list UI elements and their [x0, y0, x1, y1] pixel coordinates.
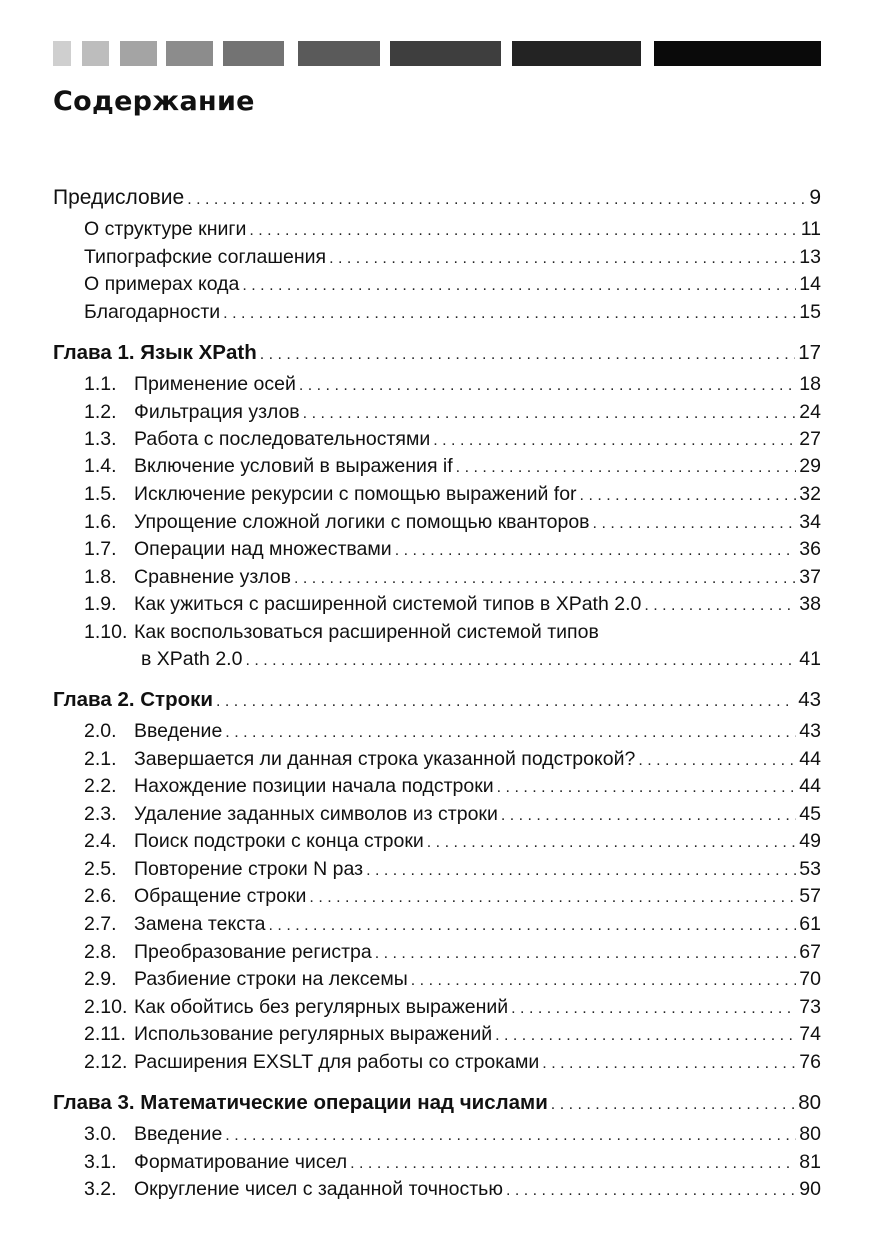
- toc-dot-leader: [638, 749, 796, 773]
- toc-entry-number: 1.10.: [84, 621, 128, 643]
- toc-dot-leader: [329, 247, 796, 271]
- toc-page-number: 44: [799, 775, 821, 797]
- toc-entry-number: 1.1.: [84, 373, 117, 395]
- toc-page-number: 24: [799, 401, 821, 423]
- toc-entry-number: 2.1.: [84, 748, 117, 770]
- toc-entry-number: 2.2.: [84, 775, 117, 797]
- toc-entry-number: 2.3.: [84, 803, 117, 825]
- toc-dot-leader: [501, 804, 796, 828]
- toc-entry-row[interactable]: [0, 217, 875, 243]
- toc-page-number: 44: [799, 748, 821, 770]
- toc-entry-number: 2.11.: [84, 1023, 126, 1045]
- toc-page-number: 13: [799, 246, 821, 268]
- toc-entry-title: Замена текста: [134, 913, 266, 935]
- toc-entry-number: 1.4.: [84, 455, 117, 477]
- toc-entry-title: Обращение строки: [134, 885, 307, 907]
- toc-entry-title: Применение осей: [134, 373, 296, 395]
- toc-dot-leader: [260, 343, 795, 367]
- toc-dot-leader: [551, 1093, 795, 1117]
- toc-page-number: 76: [799, 1051, 821, 1073]
- toc-entry-number: 3.0.: [84, 1123, 117, 1145]
- toc-page-number: 81: [799, 1151, 821, 1173]
- toc-dot-leader: [511, 997, 796, 1021]
- toc-dot-leader: [216, 690, 795, 714]
- toc-entry-row[interactable]: [0, 245, 875, 271]
- toc-dot-leader: [309, 886, 796, 910]
- toc-entry-number: 2.12.: [84, 1051, 128, 1073]
- toc-dot-leader: [187, 188, 806, 212]
- toc-entry-row[interactable]: [0, 774, 875, 800]
- toc-dot-leader: [245, 649, 796, 673]
- toc-entry-row[interactable]: [0, 510, 875, 536]
- toc-entry-title: Введение: [134, 1123, 223, 1145]
- toc-dot-leader: [366, 859, 796, 883]
- toc-entry-title: О примерах кода: [84, 273, 240, 295]
- toc-entry-row[interactable]: [0, 995, 875, 1021]
- toc-dot-leader: [294, 567, 796, 591]
- toc-entry-title: Благодарности: [84, 301, 221, 323]
- toc-entry-title: Разбиение строки на лексемы: [134, 968, 408, 990]
- toc-page-number: 49: [799, 830, 821, 852]
- toc-entry-number: 1.9.: [84, 593, 117, 615]
- toc-page-number: 80: [798, 1091, 821, 1114]
- toc-entry-title: Поиск подстроки с конца строки: [134, 830, 424, 852]
- toc-chapter-title: Глава 1. Язык XPath: [53, 341, 257, 364]
- toc-dot-leader: [411, 969, 797, 993]
- toc-entry-row[interactable]: [0, 719, 875, 745]
- toc-page-number: 43: [799, 720, 821, 742]
- toc-entry-continuation-row[interactable]: [0, 647, 875, 673]
- toc-page-number: 11: [800, 218, 821, 240]
- toc-entry-row[interactable]: [0, 857, 875, 883]
- toc-entry-row[interactable]: [0, 272, 875, 298]
- toc-entry-row[interactable]: [0, 592, 875, 618]
- toc-chapter-title: Глава 3. Математические операции над числами: [53, 1091, 548, 1114]
- toc-dot-leader: [225, 1124, 796, 1148]
- toc-page-number: 57: [799, 885, 821, 907]
- toc-dot-leader: [427, 831, 797, 855]
- toc-entry-title: Удаление заданных символов из строки: [134, 803, 498, 825]
- toc-dot-leader: [225, 721, 796, 745]
- toc-page-number: 34: [799, 511, 821, 533]
- toc-page-number: 70: [799, 968, 821, 990]
- toc-entry-row[interactable]: [0, 482, 875, 508]
- toc-dot-leader: [497, 776, 797, 800]
- toc-entry-row[interactable]: [0, 1022, 875, 1048]
- toc-page-number: 37: [799, 566, 821, 588]
- toc-dot-leader: [542, 1052, 796, 1076]
- toc-dot-leader: [223, 302, 796, 326]
- toc-page-number: 45: [799, 803, 821, 825]
- toc-entry-title: Исключение рекурсии с помощью выражений for: [134, 483, 577, 505]
- toc-entry-number: 2.6.: [84, 885, 117, 907]
- toc-page-number: 43: [798, 688, 821, 711]
- toc-dot-leader: [506, 1179, 796, 1203]
- toc-entry-number: 1.8.: [84, 566, 117, 588]
- toc-page-number: 15: [799, 301, 821, 323]
- toc-entry-number: 1.7.: [84, 538, 117, 560]
- toc-page-number: 27: [799, 428, 821, 450]
- toc-dot-leader: [644, 594, 796, 618]
- toc-entry-row[interactable]: [0, 186, 875, 212]
- toc-page-number: 67: [799, 941, 821, 963]
- toc-entry-title: Как воспользоваться расширенной системой типов: [134, 621, 599, 643]
- toc-entry-title: Округление чисел с заданной точностью: [134, 1178, 503, 1200]
- toc-entry-number: 3.2.: [84, 1178, 117, 1200]
- toc-dot-leader: [433, 429, 796, 453]
- toc-page-number: 32: [799, 483, 821, 505]
- toc-dot-leader: [350, 1152, 796, 1176]
- toc-page-number: 17: [798, 341, 821, 364]
- toc-entry-row[interactable]: [0, 884, 875, 910]
- toc-entry-number: 2.5.: [84, 858, 117, 880]
- toc-entry-row[interactable]: [0, 802, 875, 828]
- toc-entry-title: Типографские соглашения: [84, 246, 327, 268]
- toc-dot-leader: [375, 942, 797, 966]
- toc-entry-title: Включение условий в выражения if: [134, 455, 453, 477]
- toc-dot-leader: [395, 539, 797, 563]
- toc-entry-title: Как обойтись без регулярных выражений: [134, 996, 509, 1018]
- toc-entry-row[interactable]: [0, 372, 875, 398]
- toc-page-number: 53: [799, 858, 821, 880]
- toc-entry-title: Расширения EXSLT для работы со строками: [134, 1051, 540, 1073]
- toc-entry-row[interactable]: [0, 829, 875, 855]
- toc-entry-title: Повторение строки N раз: [134, 858, 364, 880]
- toc-entry-row[interactable]: [0, 427, 875, 453]
- toc-entry-number: 2.7.: [84, 913, 117, 935]
- toc-entry-title: Завершается ли данная строка указанной подстрокой?: [134, 748, 636, 770]
- toc-dot-leader: [580, 484, 797, 508]
- toc-entry-row[interactable]: [0, 1050, 875, 1076]
- toc-entry-title: Форматирование чисел: [134, 1151, 348, 1173]
- toc-chapter-row[interactable]: [0, 341, 875, 367]
- toc-entry-title: Введение: [134, 720, 223, 742]
- toc-entry-row[interactable]: [0, 620, 875, 644]
- toc-entry-title: Предисловие: [53, 186, 185, 209]
- toc-entry-number: 2.8.: [84, 941, 117, 963]
- toc-entry-number: 1.3.: [84, 428, 117, 450]
- toc-entry-row[interactable]: [0, 400, 875, 426]
- toc-page-number: 14: [799, 273, 821, 295]
- toc-entry-number: 1.2.: [84, 401, 117, 423]
- toc-entry-title: Использование регулярных выражений: [134, 1023, 493, 1045]
- toc-entry-number: 2.9.: [84, 968, 117, 990]
- toc-dot-leader: [249, 219, 797, 243]
- toc-chapter-row[interactable]: [0, 1091, 875, 1117]
- toc-dot-leader: [299, 374, 796, 398]
- toc-entry-title-continuation: в XPath 2.0: [141, 648, 243, 670]
- toc-entry-number: 1.6.: [84, 511, 117, 533]
- toc-entry-row[interactable]: [0, 454, 875, 480]
- toc-entry-row[interactable]: [0, 1150, 875, 1176]
- toc-page-number: 36: [799, 538, 821, 560]
- toc-page-number: 18: [799, 373, 821, 395]
- toc-chapter-row[interactable]: [0, 688, 875, 714]
- toc-entry-title: Нахождение позиции начала подстроки: [134, 775, 494, 797]
- toc-page-number: 38: [799, 593, 821, 615]
- toc-entry-row[interactable]: [0, 967, 875, 993]
- toc-entry-number: 1.5.: [84, 483, 117, 505]
- toc-dot-leader: [495, 1024, 796, 1048]
- toc-entry-number: 3.1.: [84, 1151, 117, 1173]
- toc-page-number: 90: [799, 1178, 821, 1200]
- toc-entry-row[interactable]: [0, 940, 875, 966]
- toc-page-number: 80: [799, 1123, 821, 1145]
- toc-dot-leader: [303, 402, 797, 426]
- toc-page-number: 61: [799, 913, 821, 935]
- toc-page-number: 29: [799, 455, 821, 477]
- toc-entry-number: 2.0.: [84, 720, 117, 742]
- toc-dot-leader: [456, 456, 797, 480]
- toc-entry-row[interactable]: [0, 1122, 875, 1148]
- toc-dot-leader: [269, 914, 797, 938]
- page-title: Содержание: [53, 86, 255, 117]
- toc-entry-title: Как ужиться с расширенной системой типов в XPath 2.0: [134, 593, 642, 615]
- toc-entry-title: О структуре книги: [84, 218, 247, 240]
- toc-entry-title: Фильтрация узлов: [134, 401, 300, 423]
- toc-page-number: 73: [799, 996, 821, 1018]
- toc-entry-title: Упрощение сложной логики с помощью кванторов: [134, 511, 590, 533]
- toc-dot-leader: [242, 274, 796, 298]
- toc-entry-row[interactable]: [0, 912, 875, 938]
- toc-chapter-title: Глава 2. Строки: [53, 688, 213, 711]
- toc-entry-title: Преобразование регистра: [134, 941, 372, 963]
- toc-entry-title: Сравнение узлов: [134, 566, 291, 588]
- toc-dot-leader: [593, 512, 797, 536]
- toc-entry-row[interactable]: [0, 537, 875, 563]
- toc-page-number: 9: [809, 186, 821, 209]
- toc-entry-number: 2.10.: [84, 996, 128, 1018]
- toc-entry-row[interactable]: [0, 1177, 875, 1203]
- toc-entry-title: Операции над множествами: [134, 538, 392, 560]
- toc-page-number: 74: [799, 1023, 821, 1045]
- toc-entry-number: 2.4.: [84, 830, 117, 852]
- toc-page-number: 41: [799, 648, 821, 670]
- toc-entry-title: Работа с последовательностями: [134, 428, 431, 450]
- toc-entry-row[interactable]: [0, 747, 875, 773]
- toc-entry-row[interactable]: [0, 565, 875, 591]
- toc-entry-row[interactable]: [0, 300, 875, 326]
